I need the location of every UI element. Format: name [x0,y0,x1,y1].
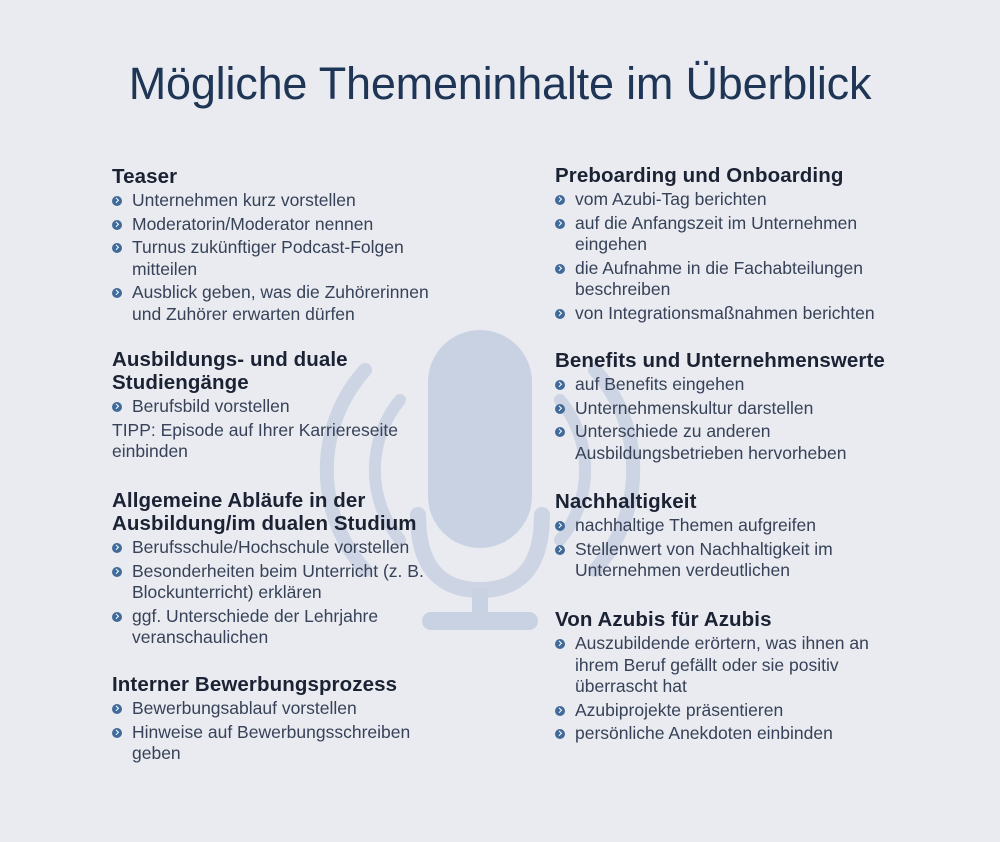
check-bullet-icon [112,612,122,622]
list-item: Unternehmen kurz vorstellen [112,190,452,212]
check-bullet-icon [555,706,565,716]
list-item: Auszubildende erörtern, was ihnen an ihrem Beruf gefällt oder sie positiv überrascht hat [555,633,905,698]
check-bullet-icon [112,288,122,298]
check-bullet-icon [555,545,565,555]
check-bullet-icon [555,219,565,229]
check-bullet-icon [112,402,122,412]
check-bullet-icon [112,704,122,714]
section-ausbildung [112,348,452,463]
list-item: von Integrationsmaßnahmen berichten [555,303,905,325]
section-title: Von Azubis für Azubis [555,608,772,631]
check-bullet-icon [112,543,122,553]
section-title: Allgemeine Abläufe in der Ausbildung/im dualen Studium [112,489,417,535]
check-bullet-icon [555,264,565,274]
section-title: Nachhaltigkeit [555,490,697,513]
list-item: nachhaltige Themen aufgreifen [555,515,905,537]
list-item: auf die Anfangszeit im Unternehmen eingehen [555,213,905,256]
check-bullet-icon [112,243,122,253]
section-title: Benefits und Unternehmenswerte [555,349,885,372]
section-title: Ausbildungs- und duale Studiengänge [112,348,348,394]
check-bullet-icon [555,427,565,437]
check-bullet-icon [555,729,565,739]
check-bullet-icon [555,195,565,205]
list-item: persönliche Anekdoten einbinden [555,723,905,745]
list-item: die Aufnahme in die Fachabteilungen beschreiben [555,258,905,301]
section-bewerbung [112,673,452,767]
list-item: Unternehmenskultur darstellen [555,398,905,420]
list-item: Bewerbungsablauf vorstellen [112,698,452,720]
section-azubis [555,608,905,747]
check-bullet-icon [112,220,122,230]
page-title: Mögliche Themeninhalte im Überblick [128,58,872,109]
check-bullet-icon [555,639,565,649]
list-item: Stellenwert von Nachhaltigkeit im Unternehmen verdeutlichen [555,539,905,582]
list-item: Turnus zukünftiger Podcast-Folgen mitteilen [112,237,452,280]
list-item: auf Benefits eingehen [555,374,905,396]
check-bullet-icon [112,196,122,206]
check-bullet-icon [555,309,565,319]
section-title: Interner Bewerbungsprozess [112,673,398,696]
section-title: Teaser [112,165,178,188]
list-item: Berufsschule/Hochschule vorstellen [112,537,452,559]
list-item: ggf. Unterschiede der Lehrjahre veranschaulichen [112,606,452,649]
check-bullet-icon [112,728,122,738]
check-bullet-icon [555,380,565,390]
section-teaser [112,165,452,327]
list-item: vom Azubi-Tag berichten [555,189,905,211]
list-item: Azubiprojekte präsentieren [555,700,905,722]
list-item: Hinweise auf Bewerbungsschreiben geben [112,722,452,765]
section-title: Preboarding und Onboarding [555,164,844,187]
section-nachhaltigkeit [555,490,905,584]
tip-text: TIPP: Episode auf Ihrer Karriereseite einbinden [112,419,398,461]
list-item: Unterschiede zu anderen Ausbildungsbetrieben hervorheben [555,421,905,464]
section-boarding [555,164,905,326]
list-item: Besonderheiten beim Unterricht (z. B. Blockunterricht) erklären [112,561,452,604]
section-benefits [555,349,905,466]
check-bullet-icon [112,567,122,577]
list-item: Moderatorin/Moderator nennen [112,214,452,236]
check-bullet-icon [555,404,565,414]
check-bullet-icon [555,521,565,531]
list-item: Ausblick geben, was die Zuhörerinnen und Zuhörer erwarten dürfen [112,282,452,325]
section-ablaeufe [112,489,452,651]
list-item: Berufsbild vorstellen [112,396,452,418]
